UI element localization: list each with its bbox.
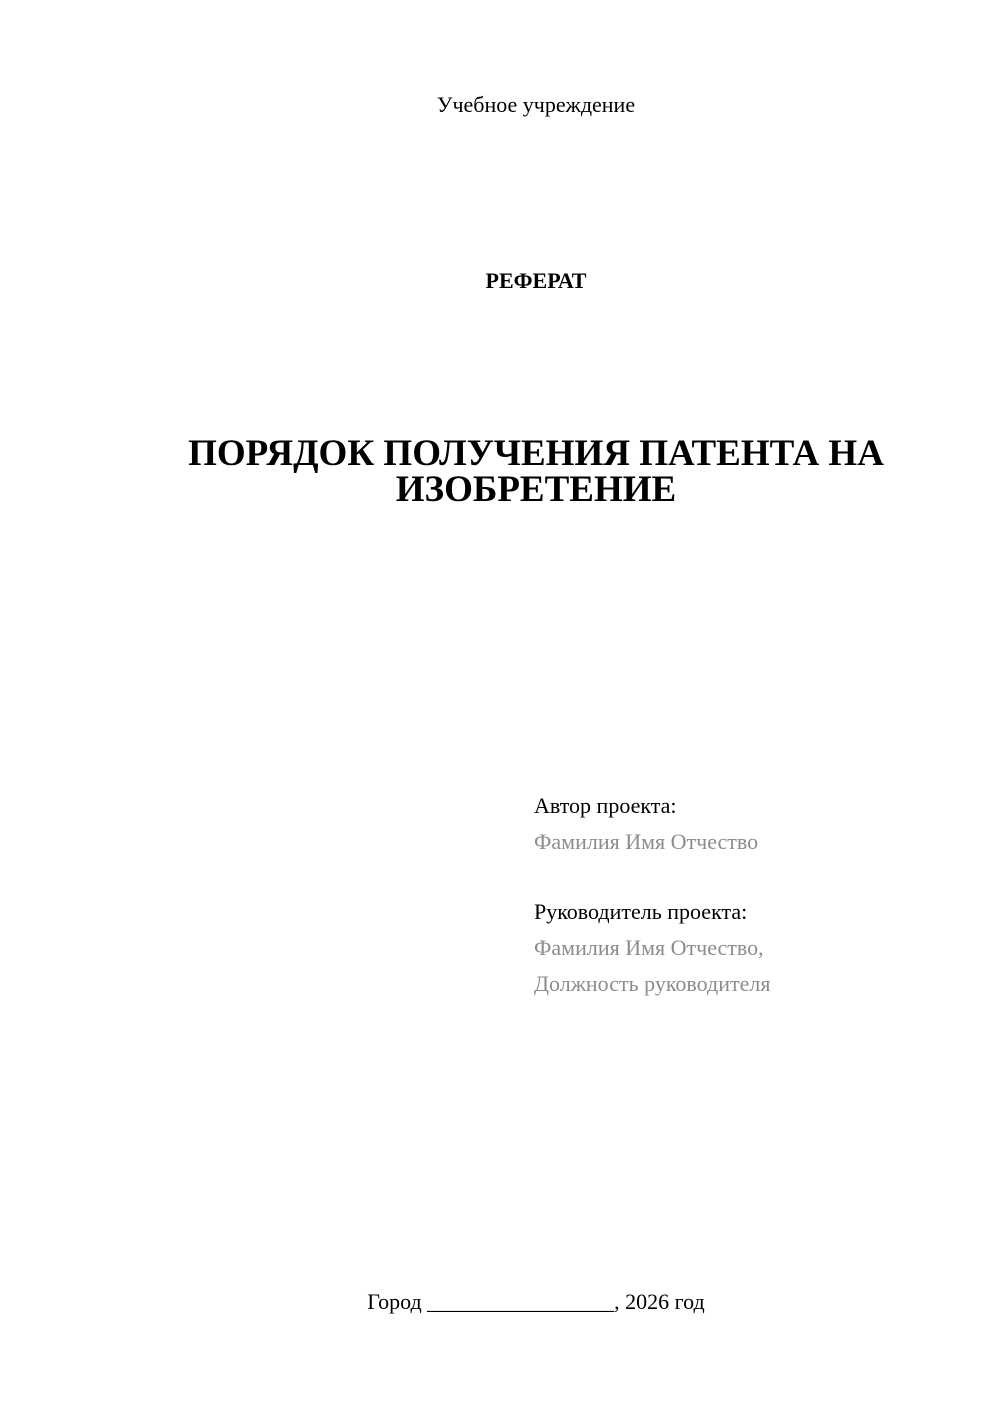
author-label: Автор проекта: [534, 793, 677, 818]
supervisor-label: Руководитель проекта: [534, 899, 748, 924]
document-type: РЕФЕРАТ [485, 268, 587, 293]
supervisor-position: Должность руководителя [534, 971, 771, 996]
supervisor-name: Фамилия Имя Отчество, [534, 935, 764, 960]
city-year-line: Город _________________, 2026 год [367, 1289, 705, 1314]
document-title: ПОРЯДОК ПОЛУЧЕНИЯ ПАТЕНТА НА ИЗОБРЕТЕНИЕ [188, 433, 884, 510]
spacer [534, 860, 974, 894]
institution-name: Учебное учреждение [436, 92, 636, 117]
author-name: Фамилия Имя Отчество [534, 829, 759, 854]
authors-block [534, 788, 974, 1002]
